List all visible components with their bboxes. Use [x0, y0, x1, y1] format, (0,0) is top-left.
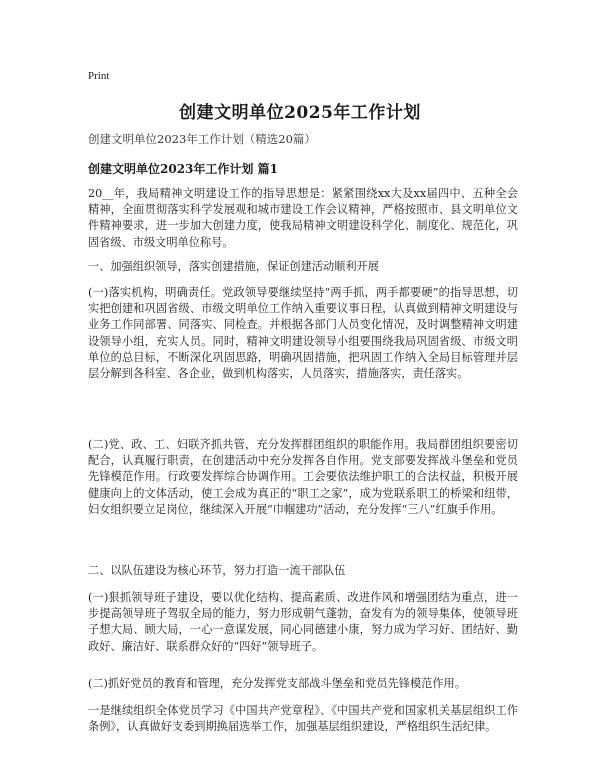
paragraph-mass-organizations: (二)党、政、工、妇联齐抓共管，充分发挥群团组织的职能作用。我局群团组织要密切配合，认真履行职责，在创建活动中充分发挥各自作用。党支部要发挥战斗堡垒和党员先锋模范作用。行政要发挥综合协调作用。工会要依法维护职工的合法权益，积极开展健康向上的文体活动，使工会成为真正的“职工之家”，成为党联系职工的桥梁和纽带，妇女组织要立足岗位，继续深入开展“巾帼建功”活动，充分发挥“三八”红旗手作用。 [88, 438, 518, 516]
paragraph-party-education: (二)抓好党员的教育和管理，充分发挥党支部战斗堡垒和党员先锋模范作用。 [88, 677, 466, 690]
section-heading: 创建文明单位2023年工作计划 篇1 [88, 162, 278, 176]
heading-organization: 一、加强组织领导，落实创建措施，保证创建活动顺利开展 [88, 260, 379, 273]
paragraph-intro: 20__年，我局精神文明建设工作的指导思想是：紧紧围绕xx大及xx届四中、五种全会精神，全面贯彻落实科学发展观和城市建设工作会议精神，严格按照市、县文明单位文件精神要求，进一步加大创建力度，使我局精神文明建设科学化、制度化、规范化，巩固省级、市级文明单位称号。 [88, 187, 518, 249]
paragraph-leadership: (一)狠抓领导班子建设，要以优化结构、提高素质、改进作风和增强团结为重点，进一步提高领导班子驾驭全局的能力，努力形成朝气蓬勃，奋发有为的领导集体，使领导班子想大局、顾大局，一心一意谋发展，同心同德建小康，努力成为学习好、团结好、勤政好、廉洁好、联系群众好的“四好”领导班子。 [88, 591, 518, 653]
paragraph-responsibility: (一)落实机构，明确责任。党政领导要继续坚持“两手抓，两手都要硬”的指导思想，切实把创建和巩固省级、市级文明单位工作纳入重要议事日程，认真做到精神文明建设与业务工作同部署、同落实、同检查。并根据各部门人员变化情况，及时调整精神文明建设领导小组，充实人员。同时，精神文明建设领导小组要围绕我局巩固省级、市级文明单位的总目标，不断深化巩固思路，明确巩固措施，把巩固工作纳入全局目标管理并层层分解到各科室、各企业，做到机构落实，人员落实，措施落实，责任落实。 [88, 286, 518, 381]
paragraph-party-study: 一是继续组织全体党员学习《中国共产党章程》、《中国共产党和国家机关基层组织工作条例》，认真做好支委到期换届选举工作，加强基层组织建设，严格组织生活纪律。 [88, 704, 518, 734]
document-subtitle: 创建文明单位2023年工作计划（精选20篇） [88, 132, 316, 146]
print-label: Print [88, 70, 110, 82]
document-title: 创建文明单位2025年工作计划 [179, 103, 421, 123]
heading-team-building: 二、以队伍建设为核心环节，努力打造一流干部队伍 [88, 564, 346, 577]
